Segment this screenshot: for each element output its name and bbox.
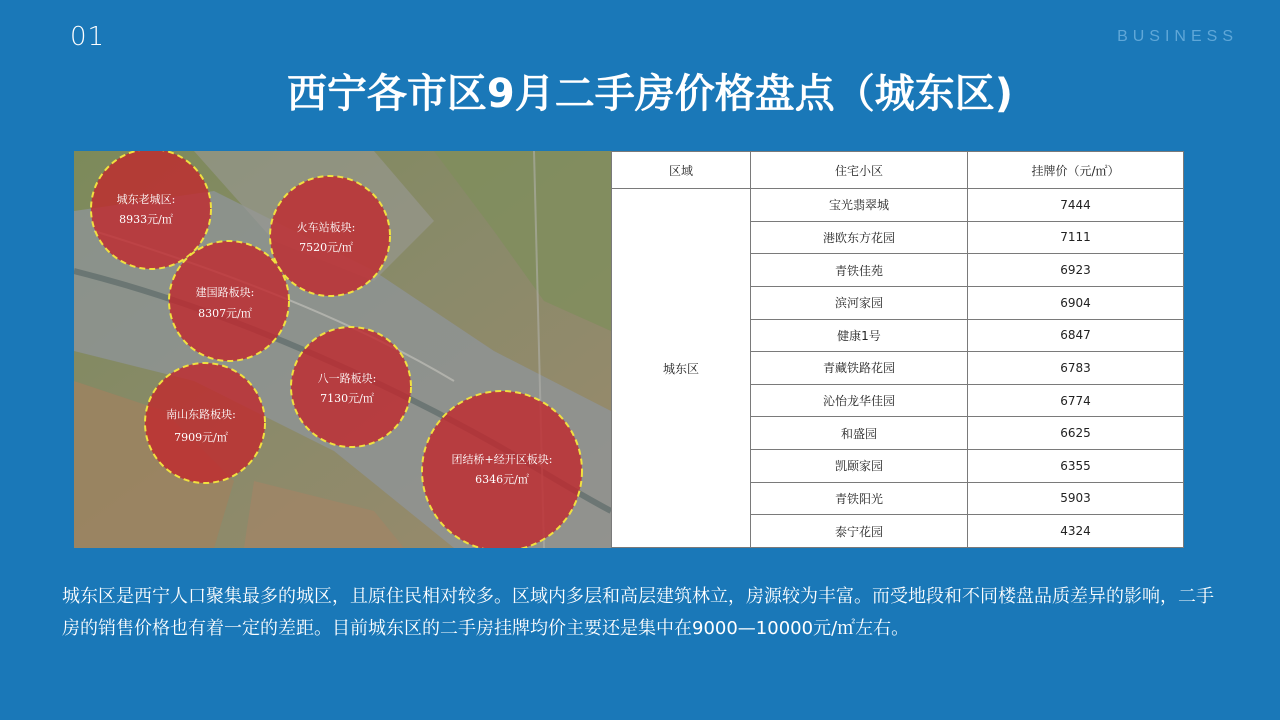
- page-title: 西宁各市区9月二手房价格盘点（城东区): [286, 71, 1014, 117]
- community-cell: 健康1号: [751, 319, 968, 352]
- community-cell: 和盛园: [751, 417, 968, 450]
- price-cell: 6625: [968, 417, 1184, 450]
- zone-nanshan-east-road-price: 7909元/㎡: [174, 431, 228, 444]
- zone-railway-station-name: 火车站板块:: [296, 221, 356, 234]
- header-district: 区域: [612, 152, 751, 189]
- price-cell: 6783: [968, 352, 1184, 385]
- price-cell: 5903: [968, 482, 1184, 515]
- zone-bayi-road: [291, 327, 411, 447]
- zone-old-city-name: 城东老城区:: [116, 193, 176, 206]
- community-cell: 滨河家园: [751, 286, 968, 319]
- price-cell: 7444: [968, 189, 1184, 222]
- price-cell: 6847: [968, 319, 1184, 352]
- community-cell: 青藏铁路花园: [751, 352, 968, 385]
- zone-tuanjie-bridge: [422, 391, 582, 548]
- zone-bayi-road-name: 八一路板块:: [317, 372, 377, 385]
- community-cell: 青铁阳光: [751, 482, 968, 515]
- community-cell: 青铁佳苑: [751, 254, 968, 287]
- community-cell: 沁怡龙华佳园: [751, 384, 968, 417]
- zone-jianguo-road-price: 8307元/㎡: [198, 307, 252, 320]
- header-price: 挂牌价（元/㎡）: [968, 152, 1184, 189]
- community-cell: 凯颐家园: [751, 450, 968, 483]
- business-tag: BUSINESS: [1117, 28, 1238, 45]
- zone-nanshan-east-road-name: 南山东路板块:: [166, 408, 236, 421]
- community-cell: 宝光翡翠城: [751, 189, 968, 222]
- table-row: [612, 189, 1184, 222]
- zone-tuanjie-bridge-name: 团结桥+经开区板块:: [451, 453, 553, 466]
- satellite-map: [74, 151, 611, 548]
- slide-number: 01: [70, 22, 106, 52]
- price-cell: 6923: [968, 254, 1184, 287]
- header-community: 住宅小区: [751, 152, 968, 189]
- description-paragraph: 城东区是西宁人口聚集最多的城区，且原住民相对较多。区域内多层和高层建筑林立，房源较为丰富。而受地段和不同楼盘品质差异的影响，二手房的销售价格也有着一定的差距。目前城东区的二手房挂牌均价主要还是集中在9000—10000元/㎡左右。: [62, 586, 1214, 639]
- zone-jianguo-road-name: 建国路板块:: [195, 286, 255, 299]
- zone-old-city-price: 8933元/㎡: [119, 213, 173, 226]
- zone-bayi-road-price: 7130元/㎡: [320, 392, 374, 405]
- district-cell: 城东区: [612, 189, 751, 548]
- community-cell: 港欧东方花园: [751, 221, 968, 254]
- zone-nanshan-east-road: [145, 363, 265, 483]
- price-cell: 6904: [968, 286, 1184, 319]
- table-header-row: [612, 152, 1184, 189]
- price-table: [611, 151, 1184, 548]
- price-cell: 4324: [968, 515, 1184, 548]
- community-cell: 泰宁花园: [751, 515, 968, 548]
- zone-old-city: [91, 151, 211, 269]
- zone-railway-station: [270, 176, 390, 296]
- zone-jianguo-road: [169, 241, 289, 361]
- zone-railway-station-price: 7520元/㎡: [299, 241, 353, 254]
- price-cell: 7111: [968, 221, 1184, 254]
- price-cell: 6355: [968, 450, 1184, 483]
- zone-tuanjie-bridge-price: 6346元/㎡: [475, 473, 529, 486]
- price-cell: 6774: [968, 384, 1184, 417]
